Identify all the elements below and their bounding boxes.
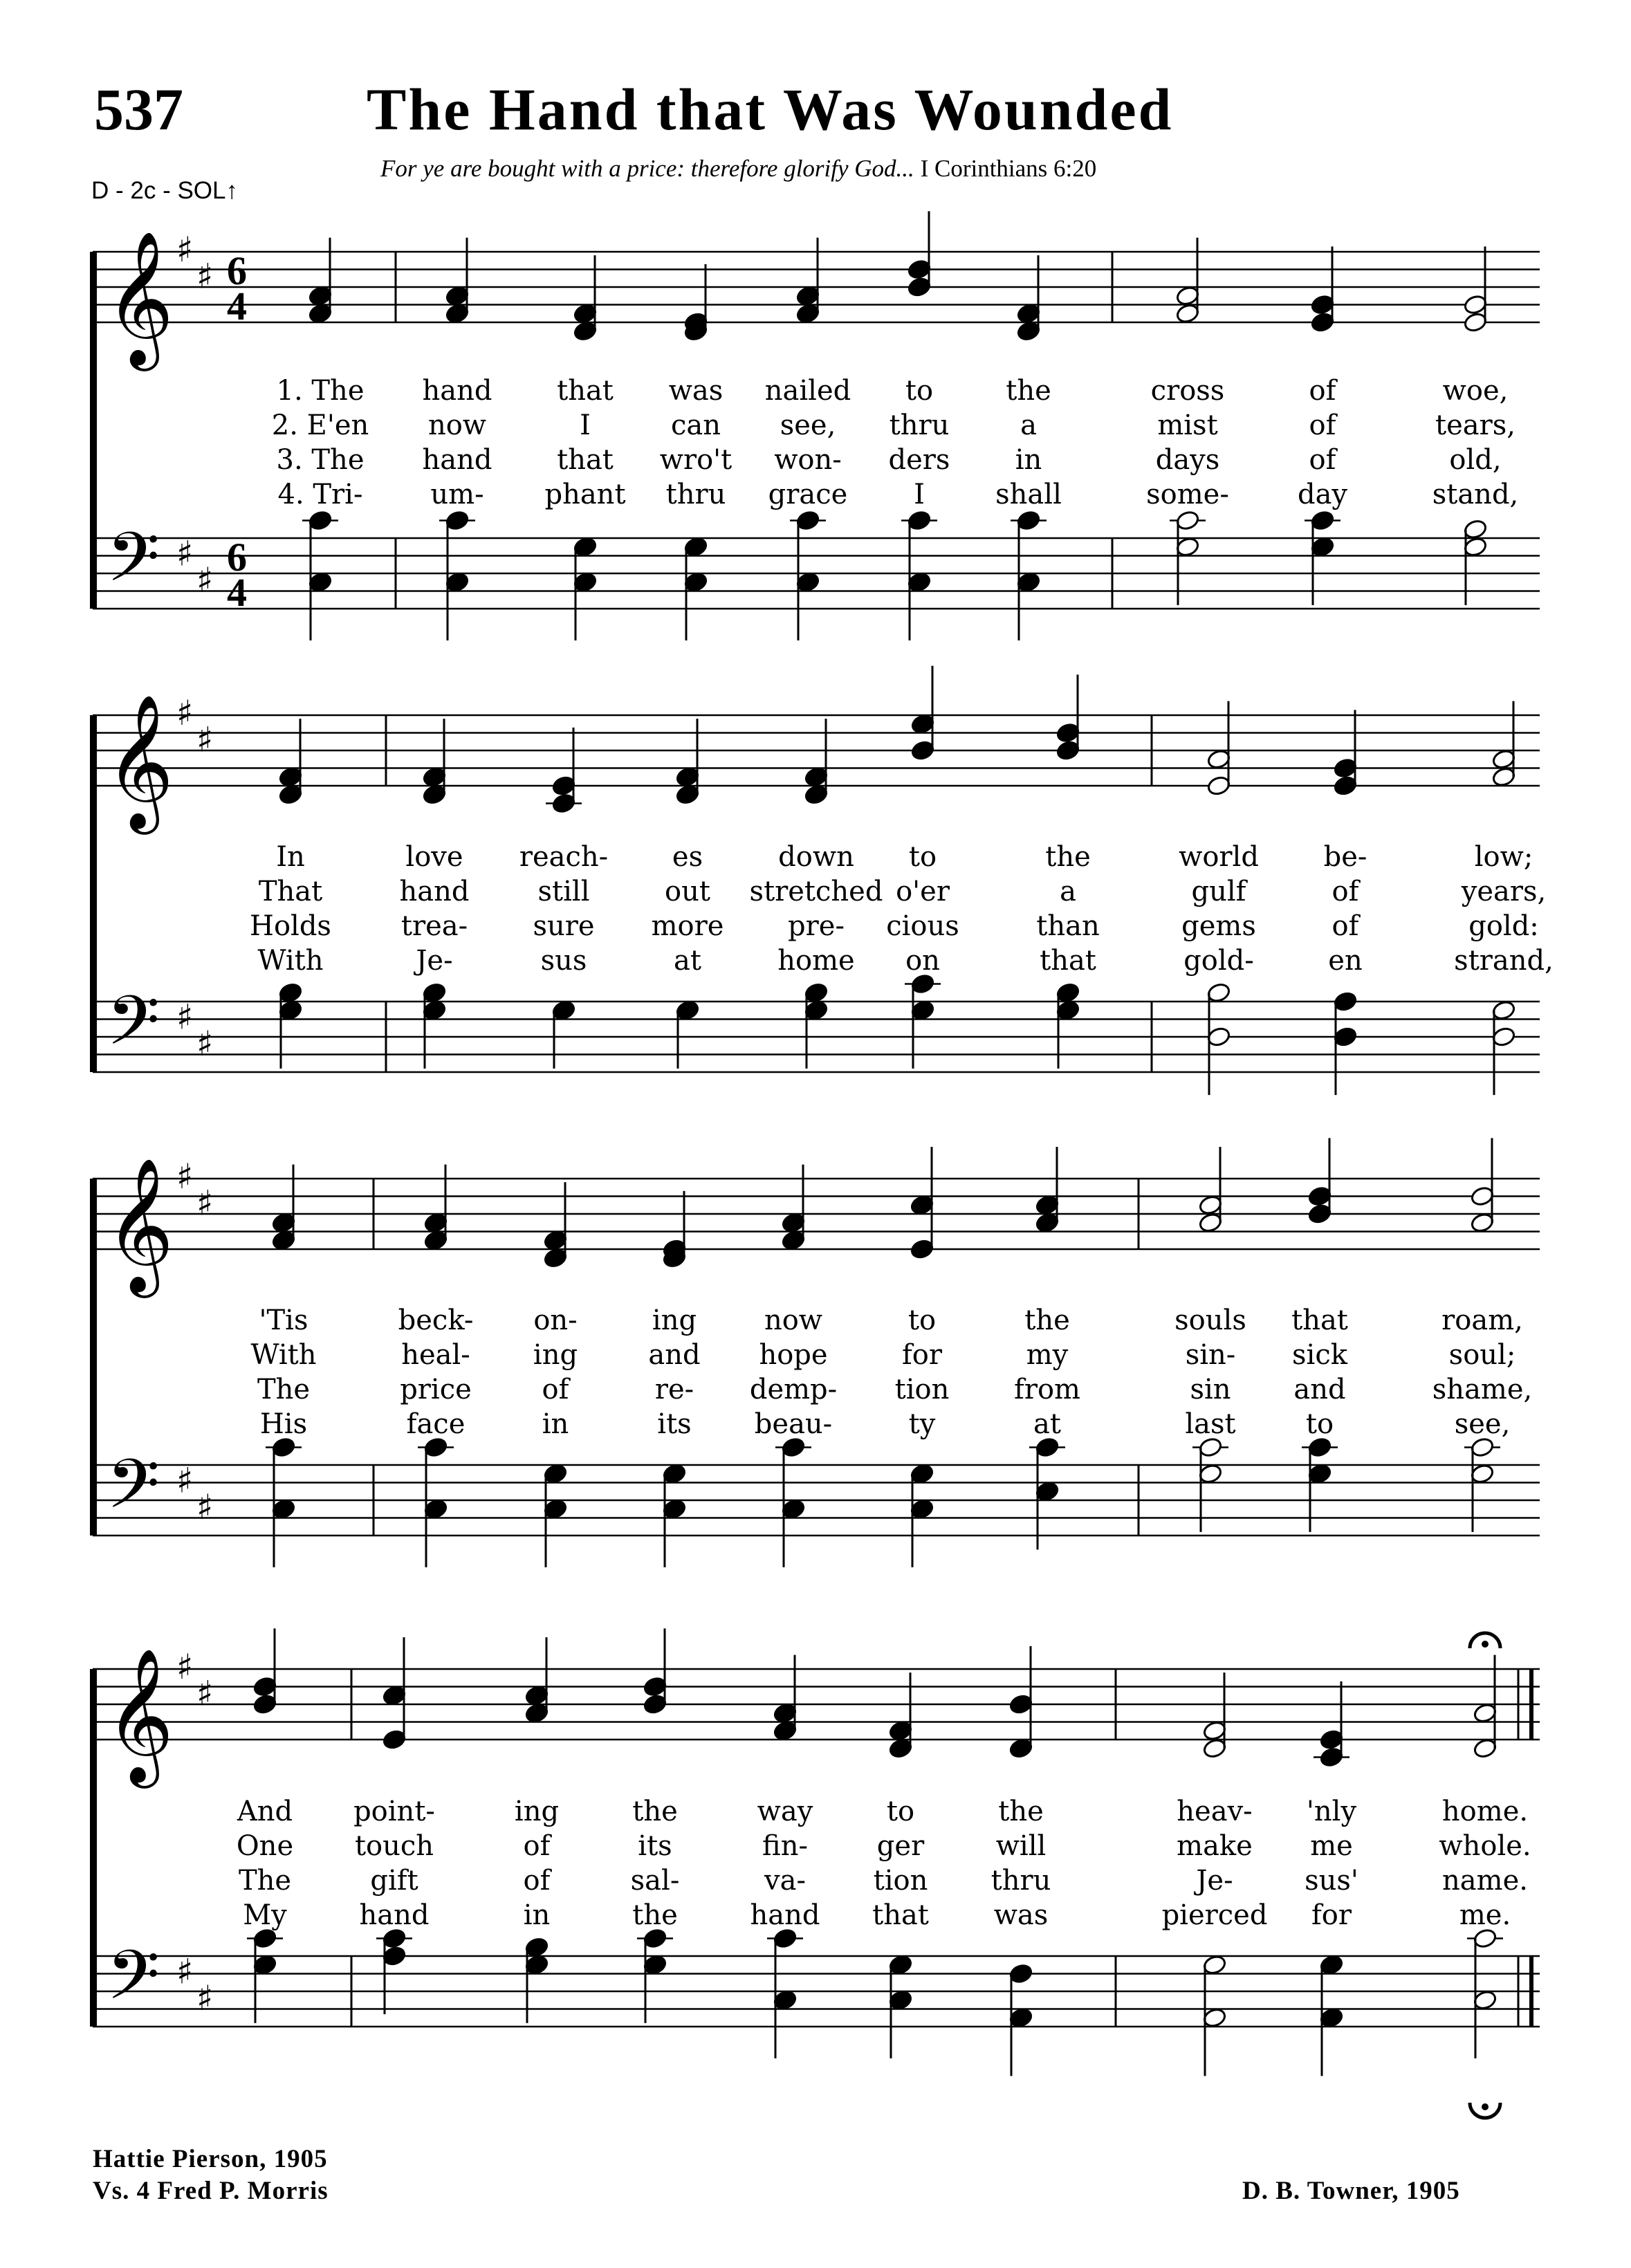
lyric-syllable: beau- — [754, 1408, 833, 1440]
lyric-syllable: and — [1293, 1374, 1346, 1405]
lyric-syllable: gold- — [1183, 945, 1254, 977]
lyric-syllable: touch — [354, 1830, 434, 1862]
lyric-syllable: price — [400, 1374, 472, 1405]
lyric-syllable: hand — [359, 1899, 430, 1931]
lyric-syllable: my — [1026, 1339, 1069, 1371]
lyric-line-verse-3 — [0, 443, 1631, 477]
lyric-syllable: days — [1155, 444, 1220, 476]
lyric-syllable: to — [905, 375, 934, 407]
lyric-syllable: world — [1179, 841, 1259, 873]
lyric-syllable: point- — [353, 1796, 435, 1827]
bass-clef-icon: 𝄢 — [107, 1445, 160, 1541]
lyric-syllable: of — [542, 1374, 569, 1405]
lyric-syllable: to — [886, 1796, 915, 1827]
bass-clef-icon: 𝄢 — [107, 981, 160, 1078]
lyric-syllable: was — [668, 375, 724, 407]
treble-clef-icon: 𝄞 — [105, 1647, 174, 1782]
lyric-syllable: that — [1291, 1304, 1348, 1336]
lyric-syllable: 'Tis — [259, 1304, 308, 1336]
lyric-syllable: than — [1036, 910, 1100, 942]
lyric-syllable: soul; — [1448, 1339, 1516, 1371]
lyric-syllable: hand — [422, 375, 492, 407]
lyric-syllable: sure — [533, 910, 595, 942]
lyric-syllable: reach- — [519, 841, 609, 873]
lyric-syllable: down — [778, 841, 854, 873]
lyric-syllable: old, — [1449, 444, 1502, 476]
lyric-syllable: va- — [764, 1865, 806, 1897]
sharp-icon: ♯ — [196, 1183, 214, 1224]
lyric-syllable: sin- — [1185, 1339, 1236, 1371]
author-credit: Hattie Pierson, 1905 — [93, 2145, 328, 2173]
lyric-syllable: of — [1309, 409, 1336, 441]
sharp-icon: ♯ — [196, 719, 214, 760]
lyric-syllable: of — [1309, 444, 1336, 476]
lyric-syllable: me — [1310, 1830, 1353, 1862]
lyric-syllable: hope — [759, 1339, 828, 1371]
lyric-syllable: its — [657, 1408, 692, 1440]
lyric-syllable: last — [1185, 1408, 1236, 1440]
bass-time-sig-top: 6 — [227, 535, 247, 580]
composer-credit: D. B. Towner, 1905 — [1242, 2177, 1460, 2205]
lyric-syllable: My — [243, 1899, 287, 1931]
lyric-syllable: I — [914, 479, 925, 510]
lyric-syllable: woe, — [1442, 375, 1509, 407]
sharp-icon: ♯ — [196, 1673, 214, 1714]
lyric-syllable: at — [1033, 1408, 1061, 1440]
lyric-syllable: pierced — [1161, 1899, 1268, 1931]
lyric-syllable: love — [405, 841, 463, 873]
lyric-syllable: gift — [370, 1865, 418, 1897]
lyric-syllable: ing — [533, 1339, 578, 1371]
lyric-syllable: o'er — [896, 876, 950, 907]
lyric-syllable: the — [632, 1796, 678, 1827]
lyric-syllable: that — [557, 444, 614, 476]
lyric-syllable: sick — [1292, 1339, 1347, 1371]
sharp-icon: ♯ — [176, 533, 194, 574]
lyric-syllable: shall — [995, 479, 1062, 510]
lyric-syllable: home. — [1441, 1796, 1529, 1827]
hymn-title: The Hand that Was Wounded — [367, 76, 1174, 142]
lyric-syllable: The — [238, 1865, 292, 1897]
sharp-icon: ♯ — [176, 997, 194, 1038]
lyric-syllable: And — [237, 1796, 293, 1827]
sharp-icon: ♯ — [176, 1647, 194, 1687]
lyric-line-verse-2 — [0, 1338, 1631, 1372]
lyric-syllable: and — [648, 1339, 701, 1371]
lyric-syllable: face — [406, 1408, 466, 1440]
bass-clef-icon: 𝄢 — [107, 1936, 160, 2032]
lyric-syllable: was — [993, 1899, 1049, 1931]
fermata-dot — [1482, 2103, 1489, 2110]
treble-time-sig-bottom: 4 — [227, 284, 247, 329]
lyric-line-verse-2 — [0, 874, 1631, 909]
lyric-syllable: be- — [1323, 841, 1367, 873]
lyric-syllable: make — [1177, 1830, 1253, 1862]
lyric-syllable: beck- — [398, 1304, 474, 1336]
lyric-syllable: ders — [888, 444, 950, 476]
lyric-line-verse-4 — [0, 1898, 1631, 1933]
lyric-syllable: thru — [665, 479, 726, 510]
lyric-syllable: That — [258, 876, 323, 907]
lyric-syllable: souls — [1174, 1304, 1246, 1336]
lyric-syllable: in — [1015, 444, 1042, 476]
lyric-syllable: name. — [1442, 1865, 1528, 1897]
treble-clef-icon: 𝄞 — [105, 693, 174, 829]
lyric-line-verse-3 — [0, 1863, 1631, 1898]
lyric-syllable: One — [236, 1830, 294, 1862]
lyric-syllable: re- — [654, 1374, 694, 1405]
lyric-syllable: trea- — [400, 910, 468, 942]
lyric-syllable: In — [276, 841, 305, 873]
lyric-syllable: sus — [540, 945, 587, 977]
sharp-icon: ♯ — [176, 1460, 194, 1501]
lyric-syllable: en — [1328, 945, 1363, 977]
lyric-syllable: stretched — [749, 876, 883, 907]
lyric-syllable: nailed — [764, 375, 851, 407]
lyric-syllable: the — [1045, 841, 1091, 873]
treble-clef-icon: 𝄞 — [105, 1156, 174, 1292]
lyric-syllable: ing — [652, 1304, 697, 1336]
lyric-line-verse-2 — [0, 408, 1631, 443]
lyric-syllable: now — [764, 1304, 823, 1336]
sharp-icon: ♯ — [176, 1951, 194, 1992]
lyric-syllable: heav- — [1177, 1796, 1253, 1827]
verse4-credit: Vs. 4 Fred P. Morris — [93, 2177, 329, 2205]
lyric-syllable: um- — [430, 479, 484, 510]
lyric-syllable: still — [537, 876, 590, 907]
lyric-syllable: home — [777, 945, 855, 977]
lyric-syllable: With — [257, 945, 324, 977]
lyric-syllable: that — [557, 375, 614, 407]
lyric-line-verse-2 — [0, 1829, 1631, 1863]
lyric-syllable: Je- — [1196, 1865, 1233, 1897]
lyric-syllable: see, — [780, 409, 836, 441]
lyric-syllable: way — [757, 1796, 813, 1827]
treble-time-sig-top: 6 — [227, 248, 247, 293]
lyric-syllable: demp- — [749, 1374, 838, 1405]
lyric-syllable: I — [580, 409, 591, 441]
lyric-syllable: the — [1024, 1304, 1070, 1336]
lyric-syllable: sin — [1190, 1374, 1231, 1405]
lyric-syllable: the — [632, 1899, 678, 1931]
lyric-line-verse-4 — [0, 943, 1631, 978]
lyric-syllable: With — [250, 1339, 317, 1371]
lyric-syllable: 2. E'en — [271, 409, 369, 441]
bass-clef-icon: 𝄢 — [107, 518, 160, 614]
lyric-syllable: to — [907, 1304, 937, 1336]
lyric-syllable: of — [1309, 375, 1336, 407]
sharp-icon: ♯ — [176, 230, 194, 270]
lyric-syllable: in — [523, 1899, 551, 1931]
lyric-line-verse-4 — [0, 1407, 1631, 1441]
lyric-line-verse-1 — [0, 374, 1631, 408]
lyric-syllable: thru — [889, 409, 950, 441]
lyric-line-verse-3 — [0, 909, 1631, 943]
lyric-syllable: at — [674, 945, 701, 977]
lyric-syllable: some- — [1146, 479, 1229, 510]
sharp-icon: ♯ — [196, 1486, 214, 1527]
lyric-syllable: heal- — [401, 1339, 470, 1371]
lyric-syllable: day — [1297, 479, 1348, 510]
lyric-syllable: of — [1331, 876, 1359, 907]
lyric-syllable: the — [998, 1796, 1044, 1827]
lyric-syllable: to — [908, 841, 937, 873]
lyric-syllable: a — [1020, 409, 1037, 441]
lyric-syllable: whole. — [1439, 1830, 1531, 1862]
lyric-syllable: cross — [1150, 375, 1225, 407]
lyric-line-verse-3 — [0, 1372, 1631, 1407]
lyric-syllable: thru — [990, 1865, 1051, 1897]
lyric-syllable: wro't — [659, 444, 732, 476]
lyric-syllable: see, — [1454, 1408, 1511, 1440]
sharp-icon: ♯ — [196, 560, 214, 600]
sharp-icon: ♯ — [176, 693, 194, 733]
lyric-syllable: roam, — [1441, 1304, 1523, 1336]
lyric-syllable: gems — [1181, 910, 1256, 942]
lyric-syllable: The — [257, 1374, 311, 1405]
lyric-syllable: sus' — [1305, 1865, 1358, 1897]
lyric-syllable: for — [1311, 1899, 1352, 1931]
lyric-syllable: on — [905, 945, 940, 977]
lyric-syllable: years, — [1461, 876, 1547, 907]
lyric-syllable: 3. The — [276, 444, 365, 476]
lyric-syllable: 'nly — [1306, 1796, 1357, 1827]
lyric-syllable: in — [542, 1408, 569, 1440]
lyric-line-verse-1 — [0, 1794, 1631, 1829]
lyric-syllable: 4. Tri- — [277, 479, 363, 510]
lyric-syllable: strand, — [1454, 945, 1554, 977]
lyric-syllable: sal- — [630, 1865, 680, 1897]
sharp-icon: ♯ — [196, 1977, 214, 2018]
lyric-syllable: hand — [750, 1899, 820, 1931]
lyric-syllable: a — [1060, 876, 1076, 907]
lyric-syllable: will — [995, 1830, 1047, 1862]
lyric-syllable: its — [638, 1830, 672, 1862]
lyric-syllable: gulf — [1191, 876, 1246, 907]
scripture-reference: I Corinthians 6:20 — [920, 155, 1097, 182]
lyric-syllable: 1. The — [276, 375, 365, 407]
hymn-number: 537 — [94, 76, 183, 142]
lyric-line-verse-1 — [0, 1303, 1631, 1338]
lyric-syllable: hand — [422, 444, 492, 476]
sharp-icon: ♯ — [196, 1023, 214, 1064]
treble-staff — [93, 1669, 1540, 1740]
scripture-quote: For ye are bought with a price: therefore glorify God... — [380, 155, 914, 182]
lyric-syllable: of — [1331, 910, 1359, 942]
lyric-syllable: ger — [876, 1830, 925, 1862]
lyric-syllable: of — [523, 1830, 551, 1862]
lyric-syllable: out — [665, 876, 710, 907]
lyric-syllable: the — [1006, 375, 1051, 407]
lyric-syllable: tion — [873, 1865, 928, 1897]
lyric-syllable: His — [259, 1408, 308, 1440]
lyric-syllable: cious — [886, 910, 959, 942]
sharp-icon: ♯ — [196, 256, 214, 297]
fermata-dot — [1482, 1641, 1489, 1648]
lyric-syllable: me. — [1459, 1899, 1511, 1931]
lyric-syllable: of — [523, 1865, 551, 1897]
lyric-syllable: Je- — [416, 945, 453, 977]
sharp-icon: ♯ — [176, 1156, 194, 1197]
lyric-syllable: es — [672, 841, 703, 873]
lyric-syllable: gold: — [1468, 910, 1539, 942]
lyric-syllable: won- — [774, 444, 842, 476]
lyric-syllable: on- — [533, 1304, 578, 1336]
treble-clef-icon: 𝄞 — [105, 230, 174, 365]
lyric-syllable: tion — [894, 1374, 950, 1405]
lyric-syllable: now — [427, 409, 487, 441]
lyric-syllable: that — [872, 1899, 929, 1931]
lyric-syllable: ty — [908, 1408, 936, 1440]
lyric-syllable: shame, — [1432, 1374, 1533, 1405]
lyric-syllable: hand — [399, 876, 470, 907]
lyric-line-verse-1 — [0, 840, 1631, 874]
lyric-syllable: stand, — [1432, 479, 1519, 510]
tune-code: D - 2c - SOL↑ — [91, 177, 238, 204]
lyric-line-verse-4 — [0, 477, 1631, 512]
lyric-syllable: Holds — [250, 910, 331, 942]
lyric-syllable: for — [901, 1339, 943, 1371]
lyric-syllable: phant — [544, 479, 626, 510]
lyric-syllable: can — [670, 409, 721, 441]
lyric-syllable: tears, — [1435, 409, 1515, 441]
lyric-syllable: low; — [1474, 841, 1533, 873]
lyric-syllable: ing — [514, 1796, 560, 1827]
lyric-syllable: more — [651, 910, 724, 942]
bass-time-sig-bottom: 4 — [227, 570, 247, 615]
lyric-syllable: mist — [1157, 409, 1218, 441]
lyric-syllable: pre- — [788, 910, 845, 942]
lyric-syllable: grace — [768, 479, 848, 510]
lyric-syllable: fin- — [762, 1830, 808, 1862]
lyric-syllable: from — [1014, 1374, 1080, 1405]
lyric-syllable: that — [1040, 945, 1096, 977]
lyric-syllable: to — [1305, 1408, 1334, 1440]
